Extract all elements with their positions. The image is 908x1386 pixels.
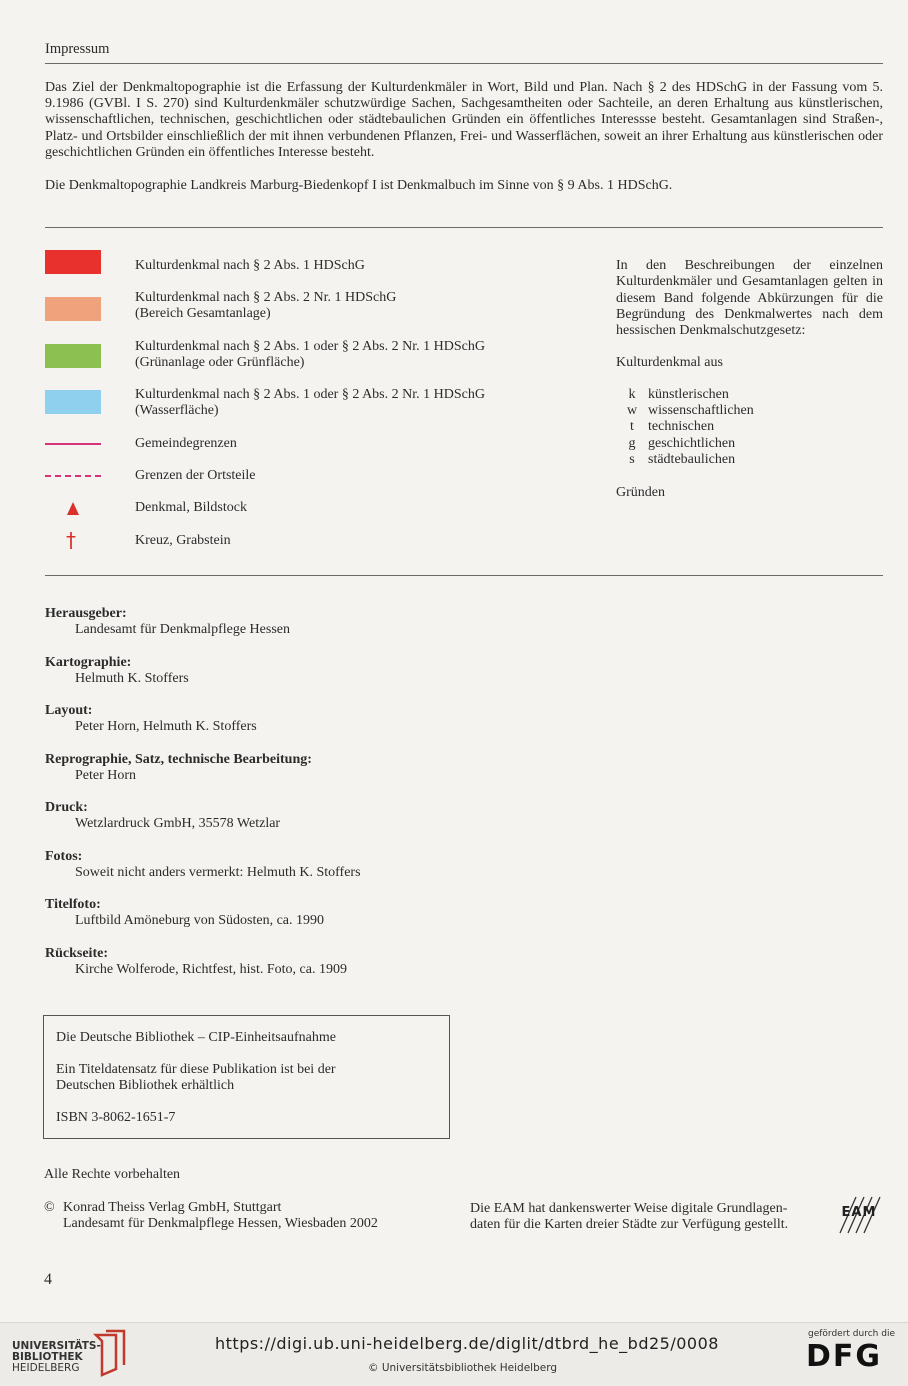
monument-triangle-icon xyxy=(67,502,79,515)
credit-value: Landesamt für Denkmalpflege Hessen xyxy=(75,622,290,637)
section-title: Impressum xyxy=(45,41,110,57)
legend-label: Kulturdenkmal nach § 2 Abs. 1 HDSchG xyxy=(135,258,365,273)
legend-swatch-green xyxy=(45,344,101,368)
copyright-symbol: © xyxy=(44,1200,55,1215)
abbr-key: g xyxy=(628,436,636,451)
cip-box xyxy=(43,1015,450,1139)
credit-label: Reprographie, Satz, technische Bearbeitung: xyxy=(45,751,312,767)
cip-line: Deutschen Bibliothek erhältlich xyxy=(56,1078,235,1093)
credit-value: Helmuth K. Stoffers xyxy=(75,670,189,686)
viewer-footer xyxy=(0,1322,908,1386)
legend-sublabel: (Wasserfläche) xyxy=(135,403,219,418)
funding-note: gefördert durch die xyxy=(808,1329,895,1339)
abbreviation-heading: Kulturdenkmal aus xyxy=(616,355,723,370)
abbr-key: w xyxy=(626,403,638,418)
legend-swatch-red xyxy=(45,250,101,274)
credit-label: Layout: xyxy=(45,703,93,718)
dfg-logo: DFG xyxy=(806,1339,883,1374)
legend-sublabel: (Grünanlage oder Grünfläche) xyxy=(135,355,305,370)
abbr-value: geschichtlichen xyxy=(648,436,736,451)
credit-value: Soweit nicht anders vermerkt: Helmuth K. Stoffers xyxy=(75,864,361,880)
rights-notice: Alle Rechte vorbehalten xyxy=(44,1167,181,1182)
abbr-value: technischen xyxy=(648,419,715,434)
legend-swatch-orange xyxy=(45,297,101,321)
legend-label: Kulturdenkmal nach § 2 Abs. 1 oder § 2 Abs. 2 Nr. 1 HDSchG xyxy=(135,339,485,354)
library-line: HEIDELBERG xyxy=(12,1362,80,1374)
library-logo-icon xyxy=(92,1329,126,1377)
legend-label: Kulturdenkmal nach § 2 Abs. 1 oder § 2 Abs. 2 Nr. 1 HDSchG xyxy=(135,387,485,402)
credit-label: Kartographie: xyxy=(45,654,132,670)
cip-title: Die Deutsche Bibliothek – CIP-Einheitsaufnahme xyxy=(56,1030,336,1045)
eam-note: Die EAM hat dankenswerter Weise digitale Grundlagen- xyxy=(470,1201,788,1216)
credit-value: Luftbild Amöneburg von Südosten, ca. 1990 xyxy=(75,913,324,928)
credit-label: Herausgeber: xyxy=(45,606,127,621)
library-copyright: © Universitätsbibliothek Heidelberg xyxy=(368,1362,558,1374)
credit-entry xyxy=(45,655,645,704)
credit-value: Peter Horn, Helmuth K. Stoffers xyxy=(75,719,257,734)
credits-list xyxy=(45,606,645,994)
credit-entry xyxy=(45,752,645,801)
credit-entry xyxy=(45,606,645,655)
abbr-value: städtebaulichen xyxy=(648,452,736,467)
credit-entry xyxy=(45,897,645,946)
abbr-key: s xyxy=(629,452,635,467)
legend-label: Kreuz, Grabstein xyxy=(135,533,231,548)
document-url-link[interactable]: https://digi.ub.uni-heidelberg.de/diglit/dtbrd_he_bd25/0008 xyxy=(215,1334,719,1353)
credit-value: Kirche Wolferode, Richtfest, hist. Foto, ca. 1909 xyxy=(75,961,347,977)
credit-entry xyxy=(45,703,645,752)
credit-label: Druck: xyxy=(45,800,88,815)
abbr-key: k xyxy=(628,387,636,402)
library-line: BIBLIOTHEK xyxy=(12,1351,83,1363)
abbreviation-panel xyxy=(616,258,883,500)
municipal-boundary-line xyxy=(45,443,101,445)
legend-label: Grenzen der Ortsteile xyxy=(135,468,256,483)
abbreviation-intro: In den Beschreibungen der einzelnen Kulturdenkmäler und Gesamtanlagen gelten in diesem Band folgende Abkürzungen für die Begründung des Denkmalwertes nach dem hessischen Denkmalschutzgesetz: xyxy=(616,258,883,339)
eam-logo xyxy=(834,1193,884,1235)
legend-sublabel: (Bereich Gesamtanlage) xyxy=(135,306,271,321)
copyright-line: Konrad Theiss Verlag GmbH, Stuttgart xyxy=(63,1200,282,1215)
district-boundary-line xyxy=(45,475,101,477)
copyright-line: Landesamt für Denkmalpflege Hessen, Wiesbaden 2002 xyxy=(63,1216,378,1231)
legend-label: Denkmal, Bildstock xyxy=(135,500,247,515)
credit-label: Titelfoto: xyxy=(45,897,101,912)
page-number: 4 xyxy=(44,1271,52,1288)
credit-entry xyxy=(45,946,645,995)
abbr-value: künstlerischen xyxy=(648,387,729,402)
credit-label: Rückseite: xyxy=(45,945,108,961)
credit-value: Wetzlardruck GmbH, 35578 Wetzlar xyxy=(75,816,281,831)
library-name xyxy=(12,1341,101,1374)
denkmalbuch-note: Die Denkmaltopographie Landkreis Marburg-Biedenkopf I ist Denkmalbuch im Sinne von § 9 Abs. 1 HDSchG. xyxy=(45,178,673,193)
legend-swatch-blue xyxy=(45,390,101,414)
intro-paragraph: Das Ziel der Denkmaltopographie ist die Erfassung der Kulturdenkmäler in Wort, Bild und Plan. Nach § 2 des HDSchG in der Fassung vom 5. 9.1986 (GVBl. I S. 270) sind Kulturdenkmäler schutzwürdige Sachen, Sachgesamtheiten oder Sachteile, an deren Erhaltung aus künstlerischen, wissenschaftlichen, technischen, geschichtlichen oder städtebaulichen Gründen ein öffentliches Interessse besteht. Gesamtanlagen sind Straßen-, Platz- und Ortsbilder einschließlich der mit ihnen verbundenen Pflanzen, Frei- und Wasserflächen, soweit an ihrer Erhaltung aus künstlerischen oder geschichtlichen Gründen ein öffentliches Interesse besteht. xyxy=(45,80,883,160)
cross-icon: † xyxy=(66,528,76,552)
legend-label: Gemeindegrenzen xyxy=(135,436,237,451)
credit-entry xyxy=(45,849,645,898)
abbr-key: t xyxy=(630,419,634,434)
abbreviation-list xyxy=(616,387,883,477)
library-line: UNIVERSITÄTS- xyxy=(12,1340,101,1352)
abbr-value: wissenschaftlichen xyxy=(648,403,754,418)
eam-note: daten für die Karten dreier Städte zur Verfügung gestellt. xyxy=(470,1217,789,1232)
cip-line: Ein Titeldatensatz für diese Publikation ist bei der xyxy=(56,1062,336,1077)
credit-value: Peter Horn xyxy=(75,767,137,783)
legend-label: Kulturdenkmal nach § 2 Abs. 2 Nr. 1 HDSchG xyxy=(135,290,397,305)
legend-divider xyxy=(45,575,883,576)
credit-label: Fotos: xyxy=(45,848,83,864)
isbn: ISBN 3-8062-1651-7 xyxy=(56,1110,176,1125)
eam-logo-text: EAM xyxy=(841,1205,877,1220)
credit-entry xyxy=(45,800,645,849)
abbreviation-footer: Gründen xyxy=(616,485,665,500)
